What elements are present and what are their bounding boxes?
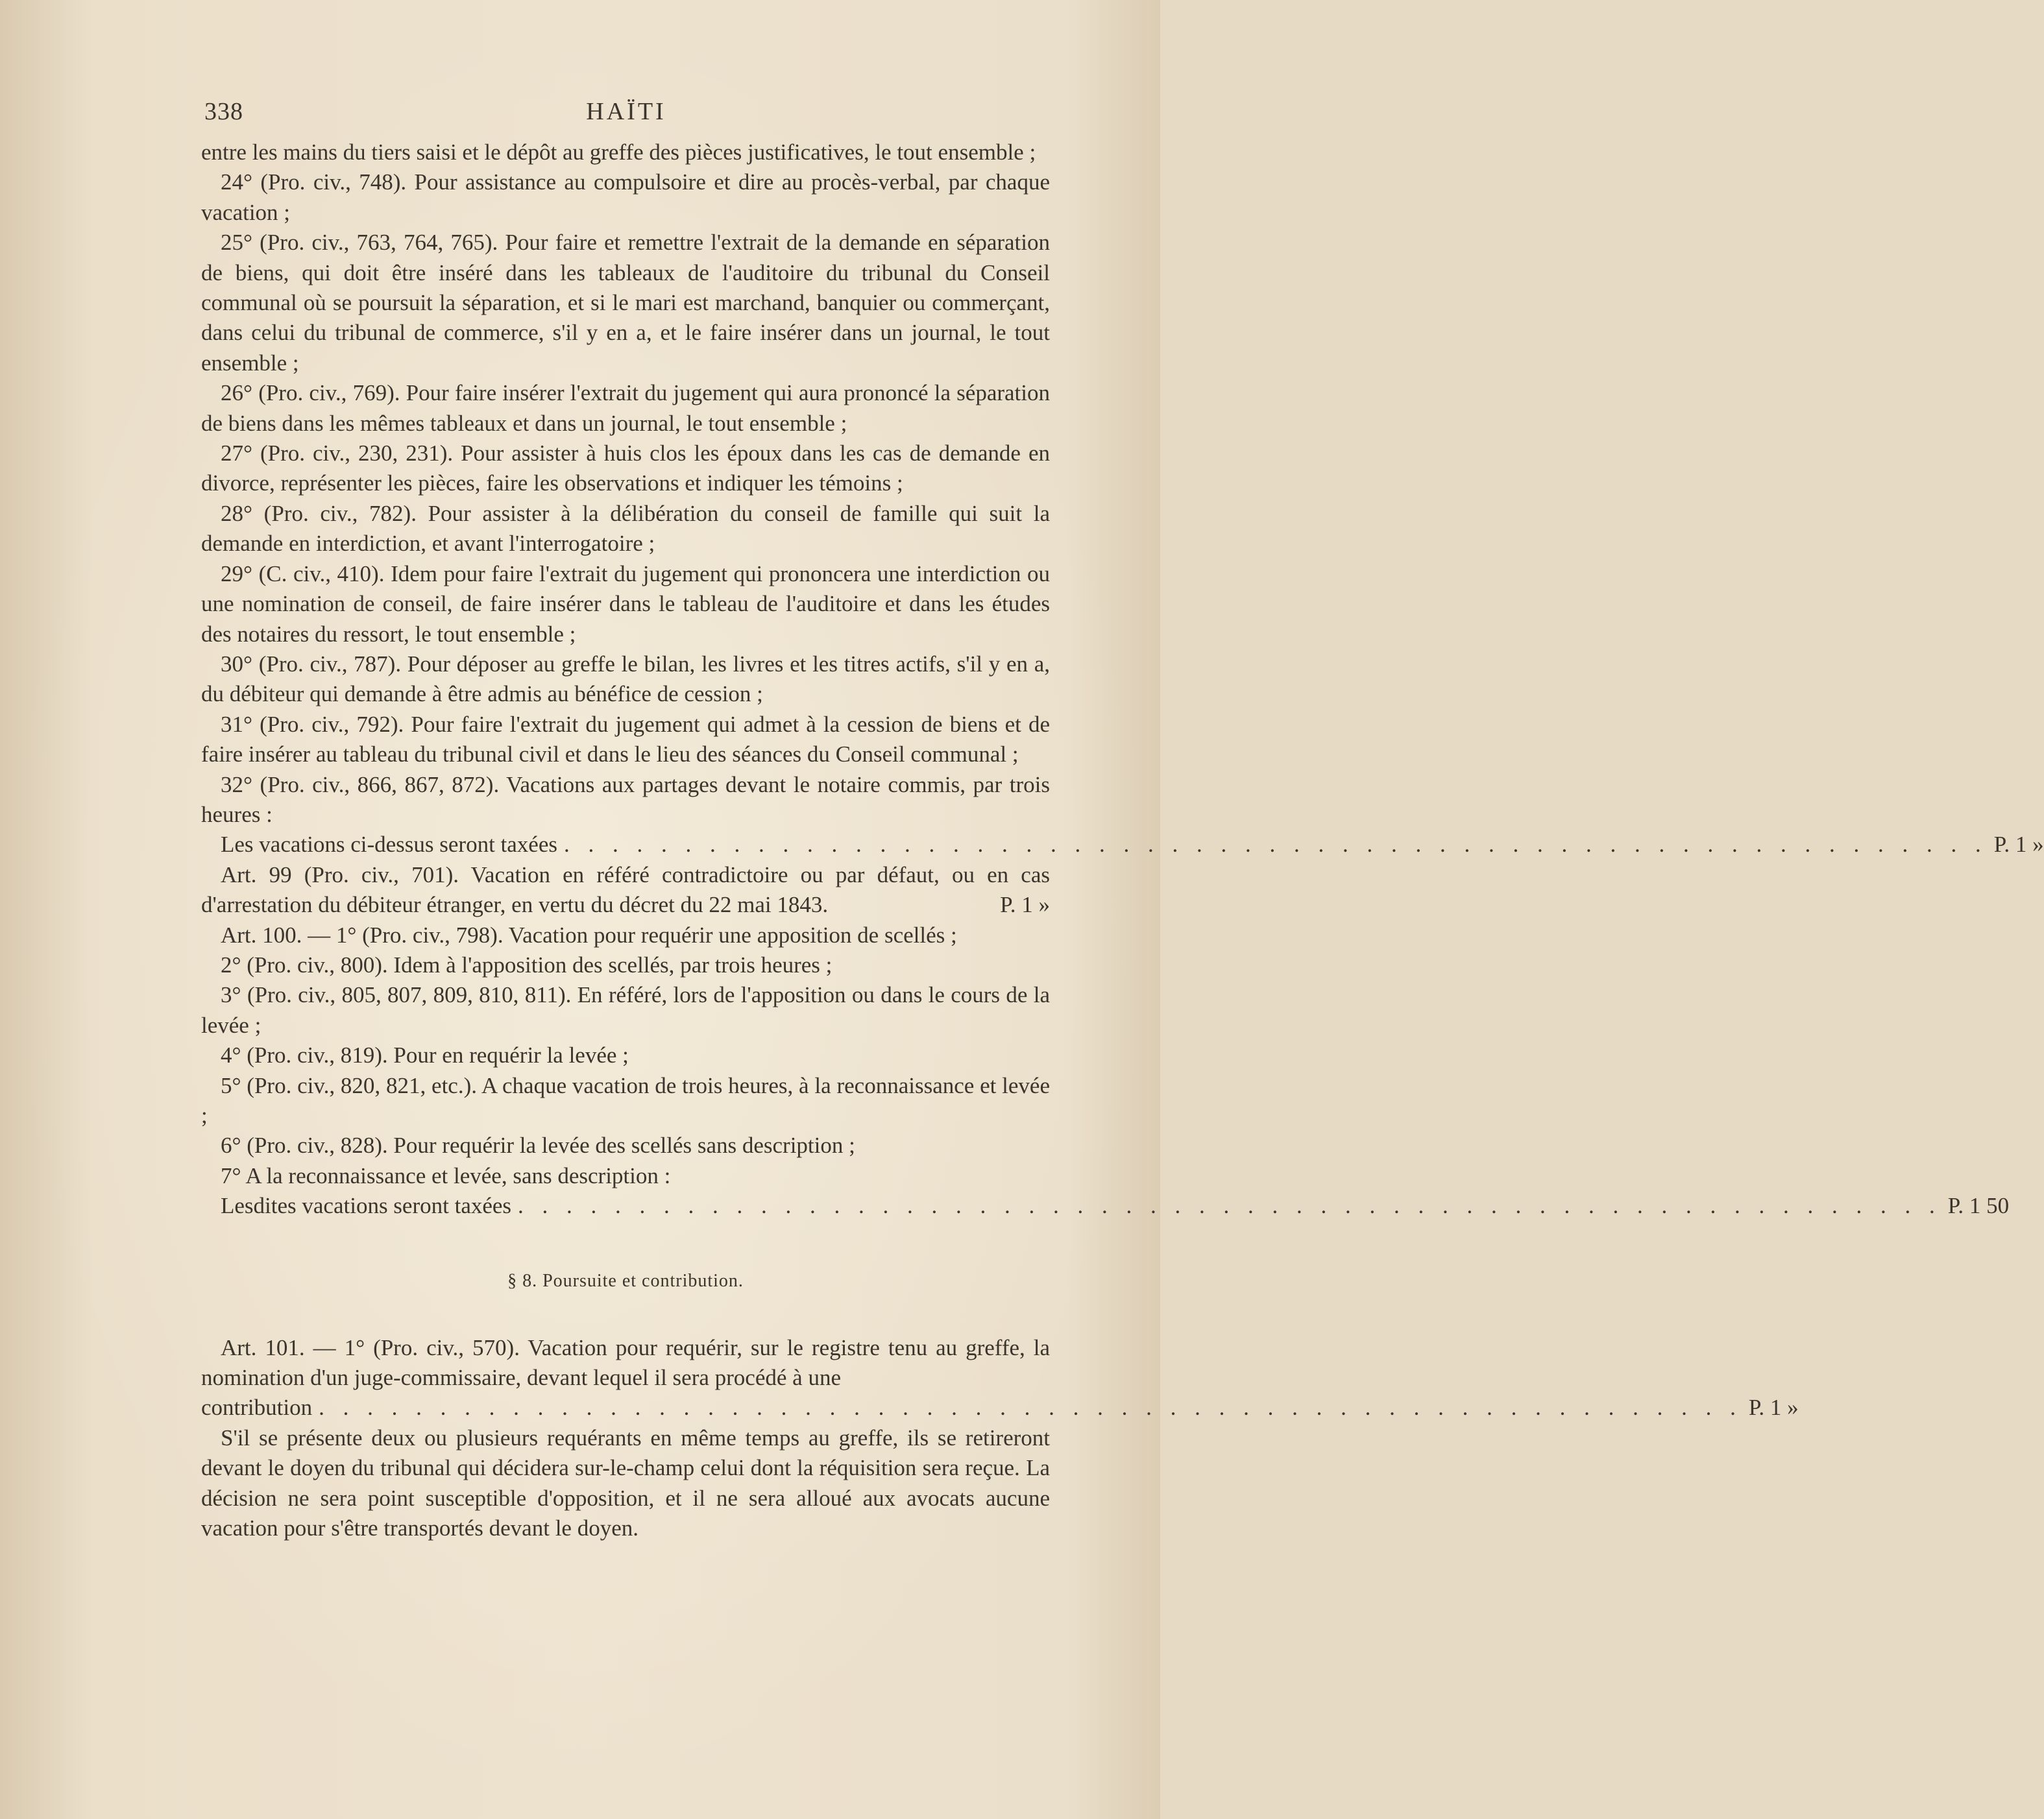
paragraph: 27° (Pro. civ., 230, 231). Pour assister à huis clos les époux dans les cas de demande en divorce, représenter les pièces, faire les observations et indiquer les témoins ; bbox=[201, 440, 1050, 496]
paragraph: Art. 100. — 1° (Pro. civ., 798). Vacation pour requérir une apposition de scellés ; bbox=[221, 922, 957, 948]
article-text: Art. 99 (Pro. civ., 701). Vacation en référé contradictoire ou par défaut, ou en cas d'arrestation du débiteur étranger, en vertu du décret du 22 mai 1843. bbox=[201, 861, 1050, 918]
tariff-price: P. 1 50 bbox=[1947, 1193, 2010, 1219]
paragraph: 25° (Pro. civ., 763, 764, 765). Pour faire et remettre l'extrait de la demande en séparation de biens, qui doit être inséré dans les tableaux de l'auditoire du tribunal du Conseil communal où se poursuit la séparation, et si le mari est marchand, banquier ou commerçant, dans celui du tribunal de commerce, s'il y en a, et le faire insérer dans un journal, le tout ensemble ; bbox=[201, 230, 1050, 376]
paragraph: 28° (Pro. civ., 782). Pour assister à la délibération du conseil de famille qui suit la demande en interdiction, et avant l'interrogatoire ; bbox=[201, 500, 1050, 557]
paragraph: 4° (Pro. civ., 819). Pour en requérir la levée ; bbox=[221, 1042, 629, 1068]
paragraph: 24° (Pro. civ., 748). Pour assistance au compulsoire et dire au procès-verbal, par chaque vacation ; bbox=[201, 169, 1050, 225]
leader-dots: . . . . . . . . . . . . . . . . . . . . . . . . . . . . . . . . . . . . . . . . . . . . . . . . . . . . . . . . . . . bbox=[564, 832, 1988, 858]
leader-dots: . . . . . . . . . . . . . . . . . . . . . . . . . . . . . . . . . . . . . . . . . . . . . . . . . . . . . . . . . . . bbox=[319, 1395, 1742, 1421]
tariff-price: P. 1 » bbox=[1748, 1395, 1799, 1421]
tariff-line bbox=[201, 830, 2044, 860]
tariff-price: P. 1 » bbox=[1000, 892, 1050, 918]
paragraph: 5° (Pro. civ., 820, 821, etc.). A chaque vacation de trois heures, à la reconnaissance et levée ; bbox=[201, 1072, 1050, 1128]
paragraph: entre les mains du tiers saisi et le dépôt au greffe des pièces justificatives, le tout ensemble ; bbox=[201, 139, 1036, 165]
paragraph: 7° A la reconnaissance et levée, sans description : bbox=[221, 1162, 671, 1188]
paragraph: 29° (C. civ., 410). Idem pour faire l'extrait du jugement qui prononcera une interdiction ou une nomination de conseil, de faire insérer dans le tableau de l'auditoire et dans les études des notaires du ressort, le tout ensemble ; bbox=[201, 560, 1050, 647]
tariff-label: Lesdites vacations seront taxées bbox=[221, 1193, 512, 1219]
article-99 bbox=[201, 860, 1050, 921]
paragraph: S'il se présente deux ou plusieurs requérants en même temps au greffe, ils se retireront devant le doyen du tribunal qui décidera sur-le-champ celui dont la réquisition sera reçue. La décision ne sera point susceptible d'opposition, et il ne sera alloué aux avocats aucune vacation pour s'être transportés devant le doyen. bbox=[201, 1425, 1050, 1541]
paragraph: 2° (Pro. civ., 800). Idem à l'apposition des scellés, par trois heures ; bbox=[221, 952, 833, 978]
running-title: HAÏTI bbox=[586, 98, 666, 125]
paragraph: 30° (Pro. civ., 787). Pour déposer au greffe le bilan, les livres et les titres actifs, s'il y en a, du débiteur qui demande à être admis au bénéfice de cession ; bbox=[201, 651, 1050, 707]
tariff-label: Les vacations ci-dessus seront taxées bbox=[221, 832, 558, 858]
page-header bbox=[204, 97, 1048, 130]
tariff-label: contribution bbox=[201, 1395, 313, 1421]
tariff-line bbox=[201, 1393, 1799, 1423]
paragraph: 3° (Pro. civ., 805, 807, 809, 810, 811). En référé, lors de l'apposition ou dans le cours de la levée ; bbox=[201, 982, 1050, 1038]
section-title: § 8. Poursuite et contribution. bbox=[507, 1270, 744, 1291]
leader-dots: . . . . . . . . . . . . . . . . . . . . . . . . . . . . . . . . . . . . . . . . . . . . . . . . . . . . . . . . . . . bbox=[518, 1193, 1941, 1219]
tariff-price: P. 1 » bbox=[1993, 832, 2044, 858]
page-number: 338 bbox=[204, 98, 243, 125]
paragraph: 6° (Pro. civ., 828). Pour requérir la levée des scellés sans description ; bbox=[221, 1133, 855, 1159]
tariff-line bbox=[201, 1191, 2010, 1221]
paragraph: 26° (Pro. civ., 769). Pour faire insérer l'extrait du jugement qui aura prononcé la séparation de biens dans les mêmes tableaux et dans un journal, le tout ensemble ; bbox=[201, 380, 1050, 436]
page-body bbox=[201, 138, 2044, 1543]
paragraph: 31° (Pro. civ., 792). Pour faire l'extrait du jugement qui admet à la cession de biens et de faire insérer au tableau du tribunal civil et dans le lieu des séances du Conseil communal ; bbox=[201, 711, 1050, 767]
paragraph: 32° (Pro. civ., 866, 867, 872). Vacations aux partages devant le notaire commis, par trois heures : bbox=[201, 771, 1050, 827]
article-101: Art. 101. — 1° (Pro. civ., 570). Vacation pour requérir, sur le registre tenu au greffe, la nomination d'un juge-commissaire, devant lequel il sera procédé à une bbox=[201, 1334, 1050, 1391]
